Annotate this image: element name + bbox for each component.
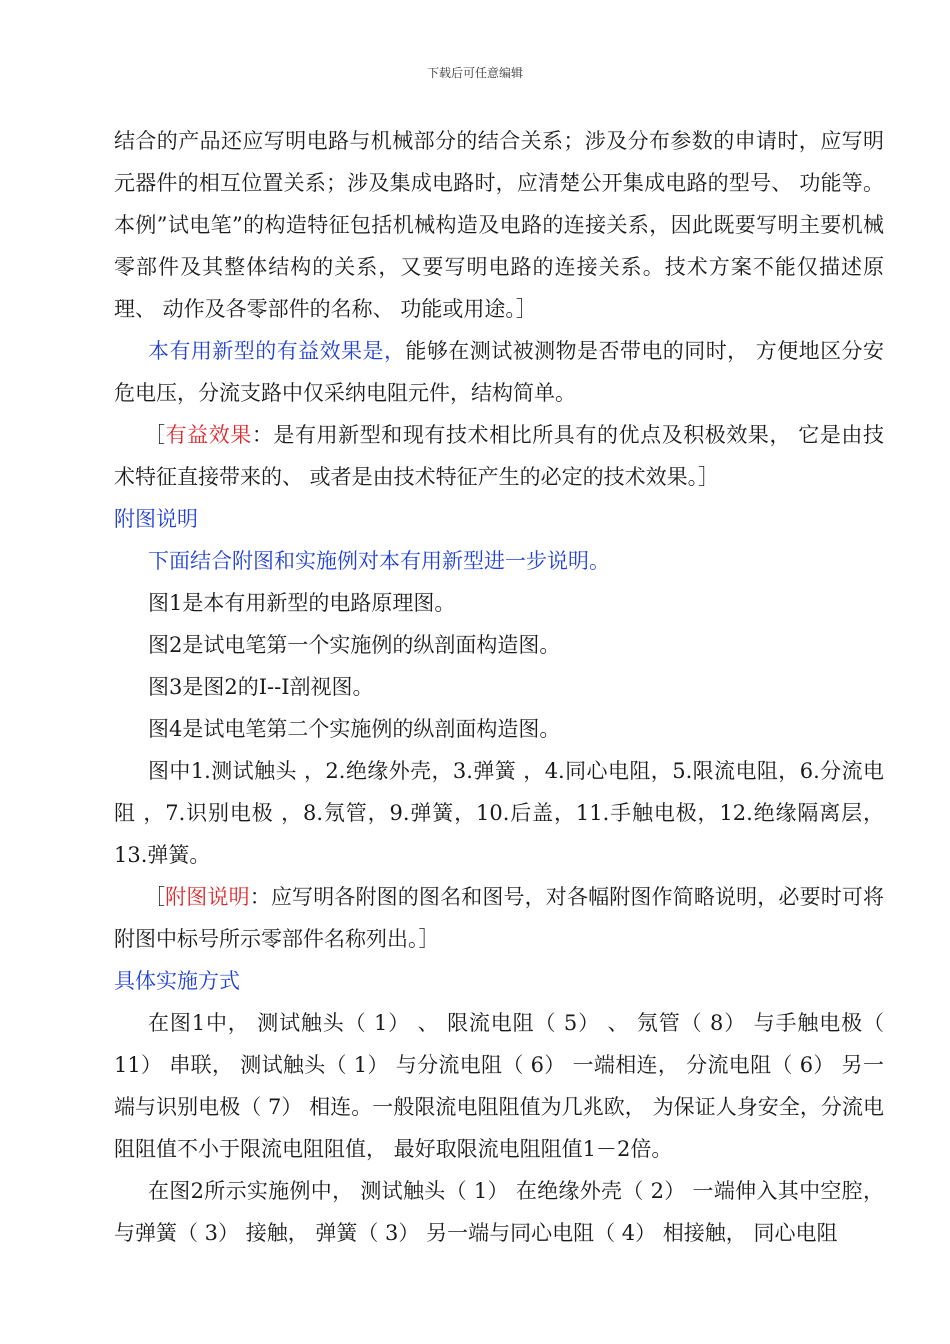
note-beneficial-effects <box>114 414 884 498</box>
note-open-bracket: ［ <box>144 423 166 447</box>
note-label-beneficial-effects: 有益效果 <box>165 423 252 447</box>
section-heading-embodiments: 具体实施方式 <box>114 969 240 993</box>
paragraph-embodiment-fig1: 在图1中， 测试触头（ 1） 、 限流电阻（ 5） 、 氖管（ 8） 与手触电极（ 11） 串联， 测试触头（ 1） 与分流电阻（ 6） 一端相连， 分流电阻（ 6） 另一端与识别电极（ 7） 相连。一般限流电阻阻值为几兆欧， 为保证人身安全，分流电阻阻值不小于限流电阻阻值， 最好取限流电阻阻值1－2倍。 <box>114 1011 884 1161</box>
note-text: ：是有用新型和现有技术相比所具有的优点及积极效果， 它是由技术特征直接带来的、 或者是由技术特征产生的必定的技术效果。］ <box>114 423 885 489</box>
beneficial-effects-lead: 本有用新型的有益效果是， <box>148 339 406 363</box>
document-body <box>114 120 884 1254</box>
paragraph-parts-list: 图中1.测试触头 ，2.绝缘外壳，3.弹簧 ，4.同心电阻，5.限流电阻，6.分流电阻 ，7.识别电极 ，8.氖管，9.弹簧，10.后盖，11.手触电极，12.绝缘隔离层，13.弹簧。 <box>114 759 884 867</box>
section-heading-drawings: 附图说明 <box>114 507 198 531</box>
paragraph-embodiment-fig2: 在图2所示实施例中， 测试触头（ 1） 在绝缘外壳（ 2） 一端伸入其中空腔， 与弹簧（ 3） 接触， 弹簧（ 3） 另一端与同心电阻（ 4） 相接触， 同心电阻 <box>114 1179 884 1245</box>
figure-1-caption: 图1是本有用新型的电路原理图。 <box>148 591 456 615</box>
note-text: ：应写明各附图的图名和图号，对各幅附图作简略说明，必要时可将附图中标号所示零部件名称列出。］ <box>114 885 885 951</box>
paragraph-circuit-mechanical: 结合的产品还应写明电路与机械部分的结合关系；涉及分布参数的申请时，应写明元器件的相互位置关系；涉及集成电路时，应清楚公开集成电路的型号、 功能等。本例”试电笔”的构造特征包括机械构造及电路的连接关系，因此既要写明主要机械零部件及其整体结构的关系，又要写明电路的连接关系。技术方案不能仅描述原理、 动作及各零部件的名称、 功能或用途。］ <box>114 129 884 321</box>
paragraph-drawings-intro: 下面结合附图和实施例对本有用新型进一步说明。 <box>148 549 610 573</box>
beneficial-effects-text: 能够在测试被测物是否带电的同时， 方便地区分安危电压，分流支路中仅采纳电阻元件，结构简单。 <box>114 339 884 405</box>
note-drawings <box>114 876 884 960</box>
note-label-drawings: 附图说明 <box>165 885 250 909</box>
paragraph-beneficial-effects <box>114 330 884 414</box>
figure-3-caption: 图3是图2的I--I剖视图。 <box>148 675 374 699</box>
figure-4-caption: 图4是试电笔第二个实施例的纵剖面构造图。 <box>148 717 561 741</box>
note-open-bracket: ［ <box>144 885 166 909</box>
page-header: 下载后可任意编辑 <box>426 66 523 80</box>
figure-2-caption: 图2是试电笔第一个实施例的纵剖面构造图。 <box>148 633 561 657</box>
